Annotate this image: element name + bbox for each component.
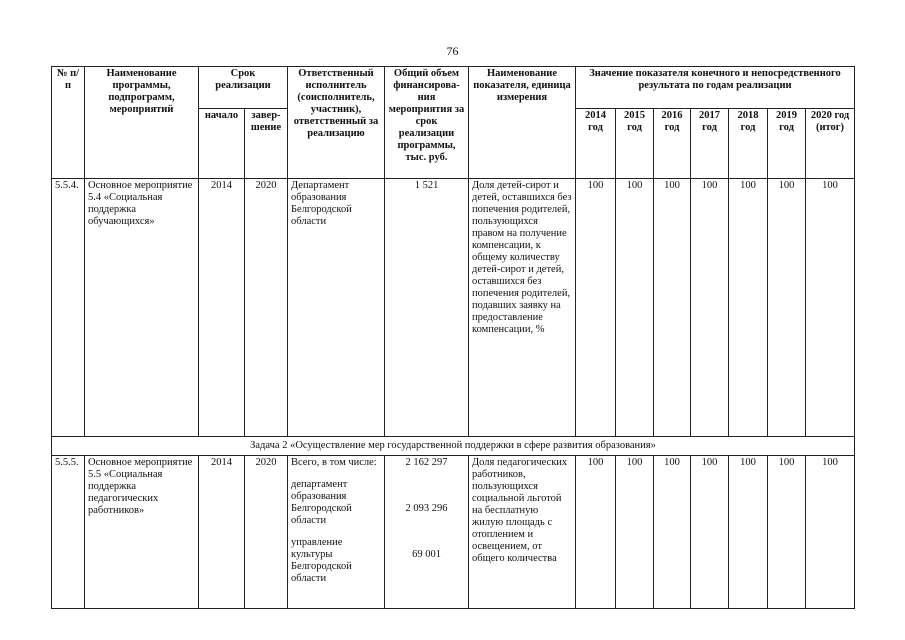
indicator-text: Доля педагогических работников, пользующихся социальной льготой на бесплатную жилую площадь с отоплением и освещением, от общего количества <box>472 457 568 564</box>
row-value-2020: 100 <box>806 456 855 609</box>
executor-dept-education: департамент образования Белгородской области <box>291 479 352 526</box>
header-values-group: Значение показателя конечного и непосредственного результата по годам реализации <box>576 67 855 109</box>
row-value-2017: 100 <box>691 456 729 609</box>
header-term-start: начало <box>199 109 245 179</box>
header-year-2014: 2014 год <box>576 109 616 179</box>
row-value-2016: 100 <box>654 179 691 437</box>
row-start: 2014 <box>199 456 245 609</box>
table-row <box>52 456 855 609</box>
header-term: Срок реализации <box>199 67 288 109</box>
executor-total: Всего, в том числе: <box>291 457 377 468</box>
row-value-2020: 100 <box>806 179 855 437</box>
funding-total: 2 162 297 <box>405 457 448 468</box>
header-year-2018: 2018 год <box>729 109 768 179</box>
header-term-end: завер-шение <box>245 109 288 179</box>
row-indicator <box>469 456 576 609</box>
header-indicator: Наименование показателя, единица измерения <box>469 67 576 179</box>
header-funding: Общий объем финансирова-ния мероприятия за срок реализации программы, тыс. руб. <box>385 67 469 179</box>
row-value-2015: 100 <box>616 179 654 437</box>
row-value-2017: 100 <box>691 179 729 437</box>
row-executor <box>288 456 385 609</box>
table-row <box>52 179 855 437</box>
row-value-2014: 100 <box>576 179 616 437</box>
task-title: Задача 2 «Осуществление мер государственной поддержки в сфере развития образования» <box>52 437 855 456</box>
row-value-2019: 100 <box>768 179 806 437</box>
header-year-2017: 2017 год <box>691 109 729 179</box>
funding-culture: 69 001 <box>412 549 441 560</box>
header-year-2020: 2020 год (итог) <box>806 109 855 179</box>
row-num: 5.5.5. <box>52 456 85 609</box>
row-value-2014: 100 <box>576 456 616 609</box>
funding-dept-education: 2 093 296 <box>405 503 448 514</box>
row-executor: Департамент образования Белгородской области <box>288 179 385 437</box>
row-funding: 1 521 <box>385 179 469 437</box>
header-year-2015: 2015 год <box>616 109 654 179</box>
header-name: Наименование программы, подпрограмм, мероприятий <box>85 67 199 179</box>
row-end: 2020 <box>245 456 288 609</box>
row-name: Основное мероприятие 5.4 «Социальная поддержка обучающихся» <box>85 179 199 437</box>
page-number: 76 <box>446 44 459 58</box>
row-value-2018: 100 <box>729 456 768 609</box>
row-value-2018: 100 <box>729 179 768 437</box>
row-value-2016: 100 <box>654 456 691 609</box>
program-table <box>51 66 855 609</box>
task-row <box>52 437 855 456</box>
row-value-2019: 100 <box>768 456 806 609</box>
row-start: 2014 <box>199 179 245 437</box>
row-value-2015: 100 <box>616 456 654 609</box>
header-year-2016: 2016 год <box>654 109 691 179</box>
row-funding <box>385 456 469 609</box>
header-executor: Ответственный исполнитель (соисполнитель, участник), ответственный за реализацию <box>288 67 385 179</box>
header-num: № п/п <box>52 67 85 179</box>
row-indicator: Доля детей-сирот и детей, оставшихся без попечения родителей, пользующихся правом на получение компенсации, к общему количеству детей-сирот и детей, оставшихся без попечения родителей, подавших заявку на предоставление компенсации, % <box>469 179 576 437</box>
header-year-2019: 2019 год <box>768 109 806 179</box>
row-num: 5.5.4. <box>52 179 85 437</box>
row-end: 2020 <box>245 179 288 437</box>
executor-culture: управление культуры Белгородской области <box>291 537 352 584</box>
row-name: Основное мероприятие 5.5 «Социальная поддержка педагогических работников» <box>85 456 199 609</box>
